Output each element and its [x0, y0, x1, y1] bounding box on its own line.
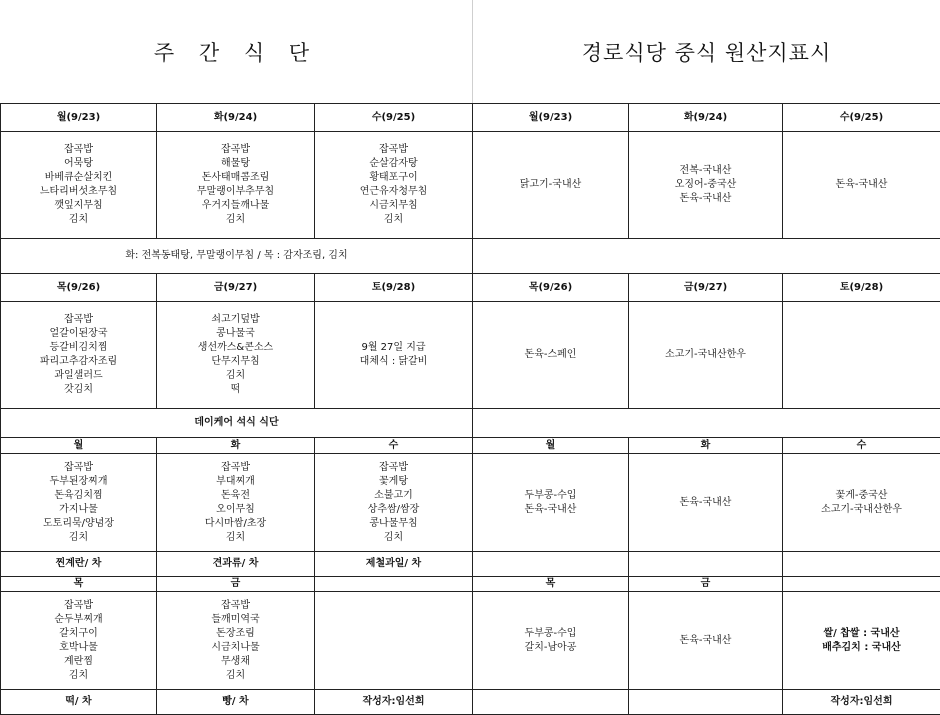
- menu-cell-sat: 9월 27일 지급 대체식 : 닭갈비: [315, 302, 473, 409]
- menu-cell-wed: 잡곡밥 순살감자탕 황태포구이 연근유자청무침 시금치무침 김치: [315, 132, 473, 239]
- daycare-header-mon: 월: [1, 438, 157, 454]
- origin-title: 경로식당 중식 원산지표시: [473, 0, 940, 103]
- daycare-header-wed: 수: [315, 438, 473, 454]
- day-header-thu: 목(9/26): [1, 274, 157, 302]
- snack-fri: 빵/ 차: [157, 690, 315, 715]
- daycare-title-empty: [473, 409, 940, 438]
- note-empty: [473, 239, 940, 274]
- daycare-origin-tue: 돈육-국내산: [629, 454, 783, 552]
- daycare-origin-header-empty: [783, 577, 940, 592]
- daycare-origin-rice: 쌀/ 찹쌀 : 국내산 배추김치 : 국내산: [783, 592, 940, 690]
- daycare-origin-header-wed: 수: [783, 438, 940, 454]
- snack-thu: 떡/ 차: [1, 690, 157, 715]
- daycare-header-empty: [315, 577, 473, 592]
- daycare-menu-thu: 잡곡밥 순두부찌개 갈치구이 호박나물 계란찜 김치: [1, 592, 157, 690]
- daycare-menu-empty: [315, 592, 473, 690]
- daycare-origin-wed: 꽃게-중국산 소고기-국내산한우: [783, 454, 940, 552]
- origin-header-sat: 토(9/28): [783, 274, 940, 302]
- menu-title: 주 간 식 단: [0, 0, 472, 103]
- snack-empty-3: [783, 552, 940, 577]
- daycare-origin-header-tue: 화: [629, 438, 783, 454]
- daycare-origin-mon: 두부콩-수입 돈육-국내산: [473, 454, 629, 552]
- daycare-menu-mon: 잡곡밥 두부된장찌개 돈육김치찜 가지나물 도토리묵/양념장 김치: [1, 454, 157, 552]
- origin-header-fri: 금(9/27): [629, 274, 783, 302]
- daycare-header-tue: 화: [157, 438, 315, 454]
- daycare-origin-header-thu: 목: [473, 577, 629, 592]
- daycare-menu-wed: 잡곡밥 꽃게탕 소불고기 상추쌈/쌈장 콩나물무침 김치: [315, 454, 473, 552]
- author-empty-1: [473, 690, 629, 715]
- menu-table: [0, 103, 940, 715]
- snack-empty-1: [473, 552, 629, 577]
- author-right: 작성자:임선희: [783, 690, 940, 715]
- daycare-menu-tue: 잡곡밥 부대찌개 돈육전 오이무침 다시마쌈/초장 김치: [157, 454, 315, 552]
- origin-cell-sat: [783, 302, 940, 409]
- daycare-header-fri: 금: [157, 577, 315, 592]
- daycare-menu-fri: 잡곡밥 들깨미역국 돈장조림 시금치나물 무생채 김치: [157, 592, 315, 690]
- day-header-mon: 월(9/23): [1, 104, 157, 132]
- daycare-origin-header-mon: 월: [473, 438, 629, 454]
- origin-header-tue: 화(9/24): [629, 104, 783, 132]
- origin-header-mon: 월(9/23): [473, 104, 629, 132]
- origin-header-wed: 수(9/25): [783, 104, 940, 132]
- origin-cell-tue: 전복-국내산 오징어-중국산 돈육-국내산: [629, 132, 783, 239]
- snack-wed: 제철과일/ 차: [315, 552, 473, 577]
- menu-cell-fri: 쇠고기덮밥 콩나물국 생선까스&콘소스 단무지무침 김치 떡: [157, 302, 315, 409]
- author-empty-2: [629, 690, 783, 715]
- author-left: 작성자:임선희: [315, 690, 473, 715]
- snack-empty-2: [629, 552, 783, 577]
- day-header-tue: 화(9/24): [157, 104, 315, 132]
- daycare-title: 데이케어 석식 식단: [1, 409, 473, 438]
- menu-cell-mon: 잡곡밥 어묵탕 바베큐순살치킨 느타리버섯초무침 깻잎지무침 김치: [1, 132, 157, 239]
- day-header-sat: 토(9/28): [315, 274, 473, 302]
- daycare-origin-fri: 돈육-국내산: [629, 592, 783, 690]
- daycare-origin-header-fri: 금: [629, 577, 783, 592]
- day-header-wed: 수(9/25): [315, 104, 473, 132]
- origin-cell-fri: 소고기-국내산한우: [629, 302, 783, 409]
- menu-note: 화: 전복동태탕, 무말랭이무침 / 목 : 감자조림, 김치: [1, 239, 473, 274]
- origin-cell-thu: 돈육-스페인: [473, 302, 629, 409]
- day-header-fri: 금(9/27): [157, 274, 315, 302]
- daycare-origin-thu: 두부콩-수입 갈치-남아공: [473, 592, 629, 690]
- menu-cell-tue: 잡곡밥 해물탕 돈사태매콤조림 무말랭이부추무침 우거지들깨나물 김치: [157, 132, 315, 239]
- origin-header-thu: 목(9/26): [473, 274, 629, 302]
- snack-tue: 견과류/ 차: [157, 552, 315, 577]
- daycare-header-thu: 목: [1, 577, 157, 592]
- snack-mon: 찐계란/ 차: [1, 552, 157, 577]
- origin-cell-mon: 닭고기-국내산: [473, 132, 629, 239]
- origin-cell-wed: 돈육-국내산: [783, 132, 940, 239]
- menu-cell-thu: 잡곡밥 얼갈이된장국 등갈비김치찜 파리고추감자조림 과일샐러드 갓김치: [1, 302, 157, 409]
